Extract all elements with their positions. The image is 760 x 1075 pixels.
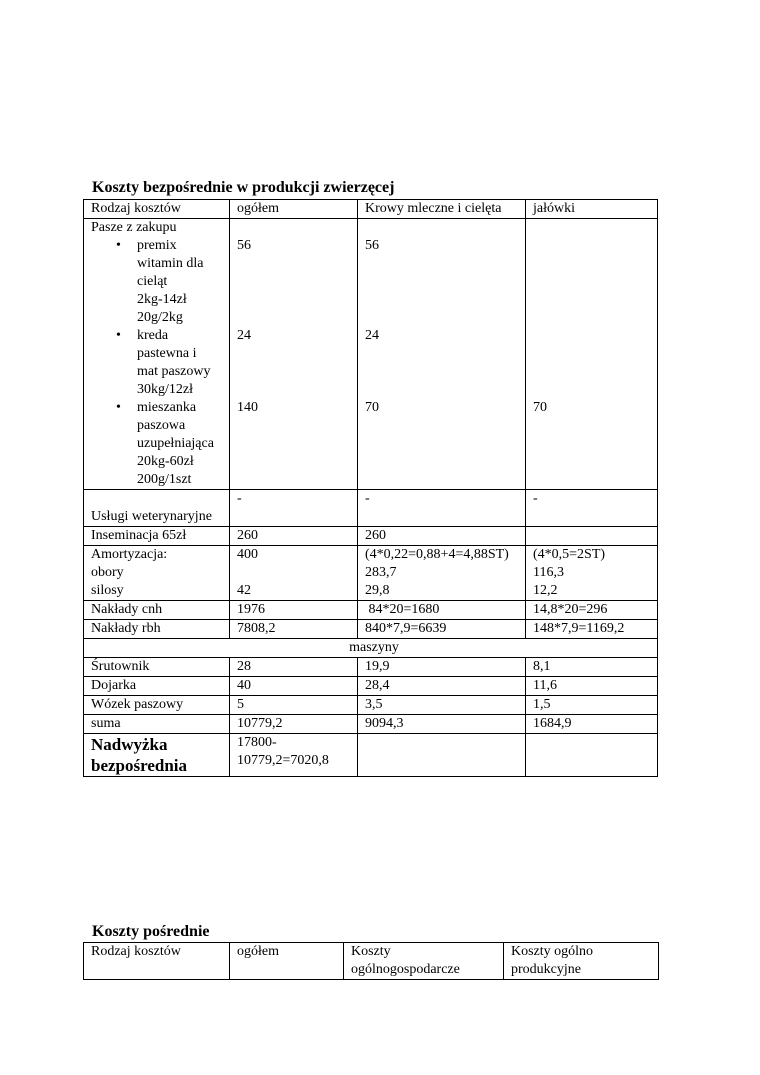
feed-heifers-cell bbox=[526, 219, 658, 490]
sum-total: 10779,2 bbox=[230, 715, 358, 734]
header-line: Koszty ogólno bbox=[511, 944, 594, 959]
amortization-total-cell bbox=[230, 546, 358, 601]
vet-total-cell: - bbox=[230, 490, 358, 527]
feed-total-value: 24 bbox=[237, 328, 251, 343]
rbh-heifers: 148*7,9=1169,2 bbox=[526, 620, 658, 639]
amortization-total-value: 42 bbox=[237, 583, 251, 598]
surplus-value-cell bbox=[230, 734, 358, 777]
header-cell: jałówki bbox=[526, 200, 658, 219]
sum-row bbox=[84, 715, 658, 734]
feed-heifers-value bbox=[533, 237, 657, 327]
amortization-sub-silos: silosy bbox=[91, 583, 124, 598]
insemination-row bbox=[84, 527, 658, 546]
section-title-direct-costs: Koszty bezpośrednie w produkcji zwierzęcej bbox=[92, 179, 395, 196]
amortization-heifers-value: 116,3 bbox=[533, 565, 564, 580]
header-line: ogółem bbox=[237, 944, 279, 959]
amortization-cows-cell bbox=[358, 546, 526, 601]
amortization-row bbox=[84, 546, 658, 601]
machine-heifers: 8,1 bbox=[526, 658, 658, 677]
machine-heifers: 1,5 bbox=[526, 696, 658, 715]
list-item bbox=[91, 399, 227, 489]
amortization-total-value: 400 bbox=[237, 547, 258, 562]
feed-item-line: • mieszanka bbox=[137, 400, 197, 415]
feed-item-line: 20kg-60zł bbox=[137, 454, 194, 469]
surplus-label: Nadwyżka bbox=[91, 735, 168, 754]
machine-label: Dojarka bbox=[84, 677, 230, 696]
feed-heifers-value bbox=[533, 327, 657, 399]
feed-row bbox=[84, 219, 658, 490]
insemination-cows: 260 bbox=[358, 527, 526, 546]
machine-label: Wózek paszowy bbox=[84, 696, 230, 715]
feed-item-line: 200g/1szt bbox=[137, 472, 192, 487]
machine-cows: 19,9 bbox=[358, 658, 526, 677]
rbh-label: Nakłady rbh bbox=[84, 620, 230, 639]
surplus-label-cell bbox=[84, 734, 230, 777]
vet-label: Usługi weterynaryjne bbox=[91, 509, 212, 524]
amortization-sub-barns: obory bbox=[91, 565, 124, 580]
feed-total-cell bbox=[230, 219, 358, 490]
machines-header: maszyny bbox=[84, 639, 658, 658]
machines-header-row bbox=[84, 639, 658, 658]
amortization-label-cell bbox=[84, 546, 230, 601]
header-cell: Krowy mleczne i cielęta bbox=[358, 200, 526, 219]
feed-heifers-value: 70 bbox=[533, 400, 547, 415]
feed-item-line: 30kg/12zł bbox=[137, 382, 193, 397]
feed-item-line: • premix bbox=[137, 238, 177, 253]
machine-cows: 3,5 bbox=[358, 696, 526, 715]
rbh-total: 7808,2 bbox=[230, 620, 358, 639]
list-item bbox=[91, 327, 227, 399]
feed-cows-value: 56 bbox=[365, 238, 379, 253]
rbh-cows: 840*7,9=6639 bbox=[358, 620, 526, 639]
feed-label: Pasze z zakupu bbox=[91, 220, 177, 235]
machine-total: 40 bbox=[230, 677, 358, 696]
amortization-cows-value: 29,8 bbox=[365, 583, 390, 598]
vet-row bbox=[84, 490, 658, 527]
table-row bbox=[84, 658, 658, 677]
section-title-indirect-costs: Koszty pośrednie bbox=[92, 923, 210, 940]
cnh-total: 1976 bbox=[230, 601, 358, 620]
machine-total: 28 bbox=[230, 658, 358, 677]
feed-item-line: paszowa bbox=[137, 418, 186, 433]
cnh-row bbox=[84, 601, 658, 620]
feed-item-line: 20g/2kg bbox=[137, 310, 183, 325]
header-line: ogólnogospodarcze bbox=[351, 962, 460, 977]
indirect-costs-table bbox=[83, 942, 659, 980]
vet-label-cell bbox=[84, 490, 230, 527]
feed-items-list bbox=[91, 237, 229, 489]
header-cell bbox=[230, 943, 344, 980]
table-header-row bbox=[84, 200, 658, 219]
amortization-label: Amortyzacja: bbox=[91, 547, 168, 562]
surplus-value: 10779,2=7020,8 bbox=[237, 753, 329, 768]
surplus-row bbox=[84, 734, 658, 777]
surplus-heifers-cell bbox=[526, 734, 658, 777]
rbh-row bbox=[84, 620, 658, 639]
surplus-cows-cell bbox=[358, 734, 526, 777]
header-line: produkcyjne bbox=[511, 962, 581, 977]
surplus-value: 17800- bbox=[237, 735, 277, 750]
header-line: Rodzaj kosztów bbox=[91, 944, 181, 959]
sum-label: suma bbox=[84, 715, 230, 734]
cnh-cows: 84*20=1680 bbox=[358, 601, 526, 620]
vet-cows-cell: - bbox=[358, 490, 526, 527]
insemination-heifers bbox=[526, 527, 658, 546]
feed-label-cell bbox=[84, 219, 230, 490]
header-cell bbox=[504, 943, 659, 980]
header-cell bbox=[84, 943, 230, 980]
machine-heifers: 11,6 bbox=[526, 677, 658, 696]
feed-total-value: 140 bbox=[237, 400, 258, 415]
table-row bbox=[84, 696, 658, 715]
feed-item-line: uzupełniająca bbox=[137, 436, 214, 451]
header-cell: ogółem bbox=[230, 200, 358, 219]
feed-item-line: witamin dla bbox=[137, 256, 204, 271]
feed-item-line: 2kg-14zł bbox=[137, 292, 187, 307]
cnh-heifers: 14,8*20=296 bbox=[526, 601, 658, 620]
machine-label: Śrutownik bbox=[84, 658, 230, 677]
amortization-cows-value: 283,7 bbox=[365, 565, 397, 580]
sum-heifers: 1684,9 bbox=[526, 715, 658, 734]
header-cell: Rodzaj kosztów bbox=[84, 200, 230, 219]
machine-cows: 28,4 bbox=[358, 677, 526, 696]
header-cell bbox=[344, 943, 504, 980]
list-item bbox=[91, 237, 227, 327]
amortization-heifers-value: 12,2 bbox=[533, 583, 558, 598]
table-row bbox=[84, 677, 658, 696]
table-header-row bbox=[84, 943, 659, 980]
feed-item-line: mat paszowy bbox=[137, 364, 211, 379]
vet-heifers-cell: - bbox=[526, 490, 658, 527]
direct-costs-table bbox=[83, 199, 658, 777]
insemination-total: 260 bbox=[230, 527, 358, 546]
cnh-label: Nakłady cnh bbox=[84, 601, 230, 620]
feed-item-line: cieląt bbox=[137, 274, 168, 289]
surplus-label: bezpośrednia bbox=[91, 756, 188, 775]
insemination-label: Inseminacja 65zł bbox=[84, 527, 230, 546]
machine-total: 5 bbox=[230, 696, 358, 715]
feed-item-line: pastewna i bbox=[137, 346, 197, 361]
feed-cows-value: 70 bbox=[365, 400, 379, 415]
header-line: Koszty bbox=[351, 944, 391, 959]
feed-cows-cell bbox=[358, 219, 526, 490]
amortization-heifers-value: (4*0,5=2ST) bbox=[533, 547, 606, 562]
amortization-cows-value: (4*0,22=0,88+4=4,88ST) bbox=[365, 547, 509, 562]
sum-cows: 9094,3 bbox=[358, 715, 526, 734]
feed-total-value: 56 bbox=[237, 238, 251, 253]
feed-item-line: • kreda bbox=[137, 328, 169, 343]
feed-cows-value: 24 bbox=[365, 328, 379, 343]
amortization-heifers-cell bbox=[526, 546, 658, 601]
